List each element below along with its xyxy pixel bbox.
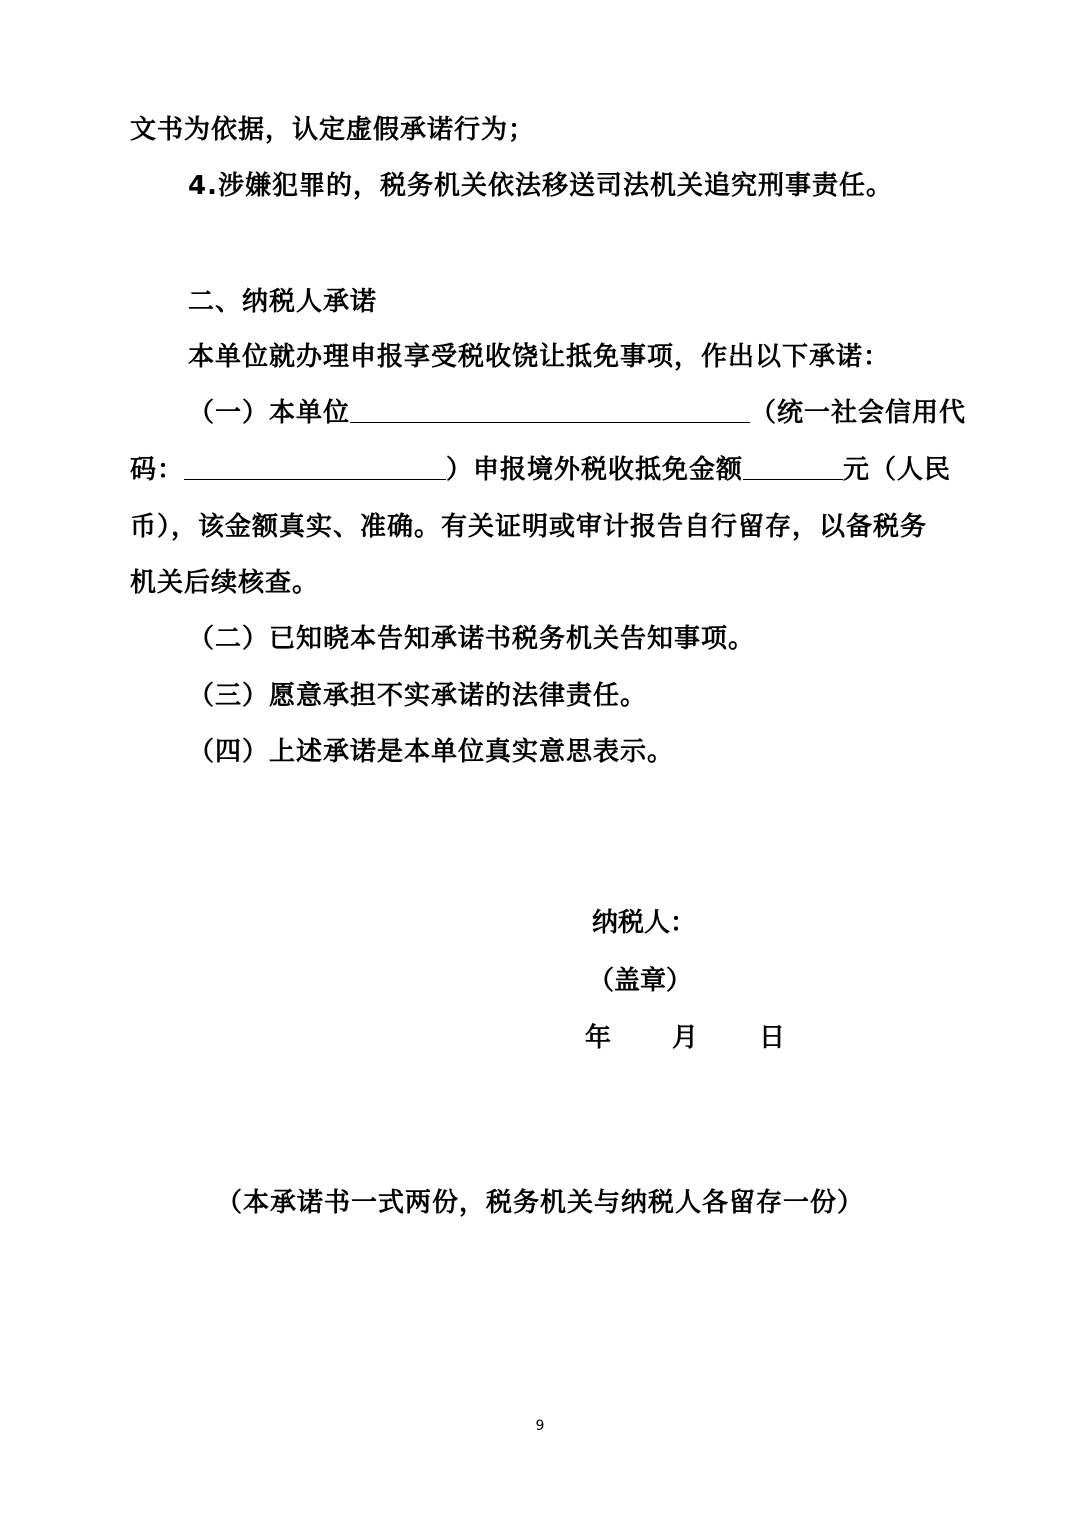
item-4: （四）上述承诺是本单位真实意思表示。	[188, 737, 675, 767]
section-heading: 二、纳税人承诺	[188, 287, 378, 317]
page-number: 9	[535, 1418, 545, 1434]
section-intro: 本单位就办理申报享受税收饶让抵免事项，作出以下承诺：	[188, 342, 891, 372]
item-1-currency-label: 元（人民	[843, 455, 952, 485]
item-1-credit-code-label: （统一社会信用代	[750, 398, 967, 428]
item-1-code-label: 码：	[130, 455, 185, 485]
item-2: （二）已知晓本告知承诺书税务机关告知事项。	[188, 624, 756, 654]
date-day-label: 日	[759, 1023, 786, 1053]
item-1-amount-label: ）申报境外税收抵免金额	[446, 455, 744, 485]
credit-code-blank[interactable]	[184, 455, 446, 480]
copies-note: （本承诺书一式两份，税务机关与纳税人各留存一份）	[215, 1188, 864, 1218]
date-month-label: 月	[672, 1023, 699, 1053]
amount-blank[interactable]	[743, 455, 843, 480]
item-3: （三）愿意承担不实承诺的法律责任。	[188, 681, 648, 711]
prev-text-line-2: 4.涉嫌犯罪的，税务机关依法移送司法机关追究刑事责任。	[188, 171, 893, 201]
date-year-label: 年	[585, 1023, 612, 1053]
item-1-line-4: 机关后续核查。	[130, 568, 320, 598]
item-1-line-1	[188, 393, 966, 433]
seal-label: （盖章）	[588, 966, 693, 996]
item-1-line-2	[130, 450, 951, 490]
item-1-prefix: （一）本单位	[188, 398, 351, 428]
taxpayer-label: 纳税人：	[592, 908, 697, 938]
company-name-blank[interactable]	[350, 398, 750, 423]
prev-text-line-1: 文书为依据，认定虚假承诺行为；	[130, 115, 536, 145]
item-1-line-3: 币），该金额真实、准确。有关证明或审计报告自行留存，以备税务	[130, 512, 928, 542]
